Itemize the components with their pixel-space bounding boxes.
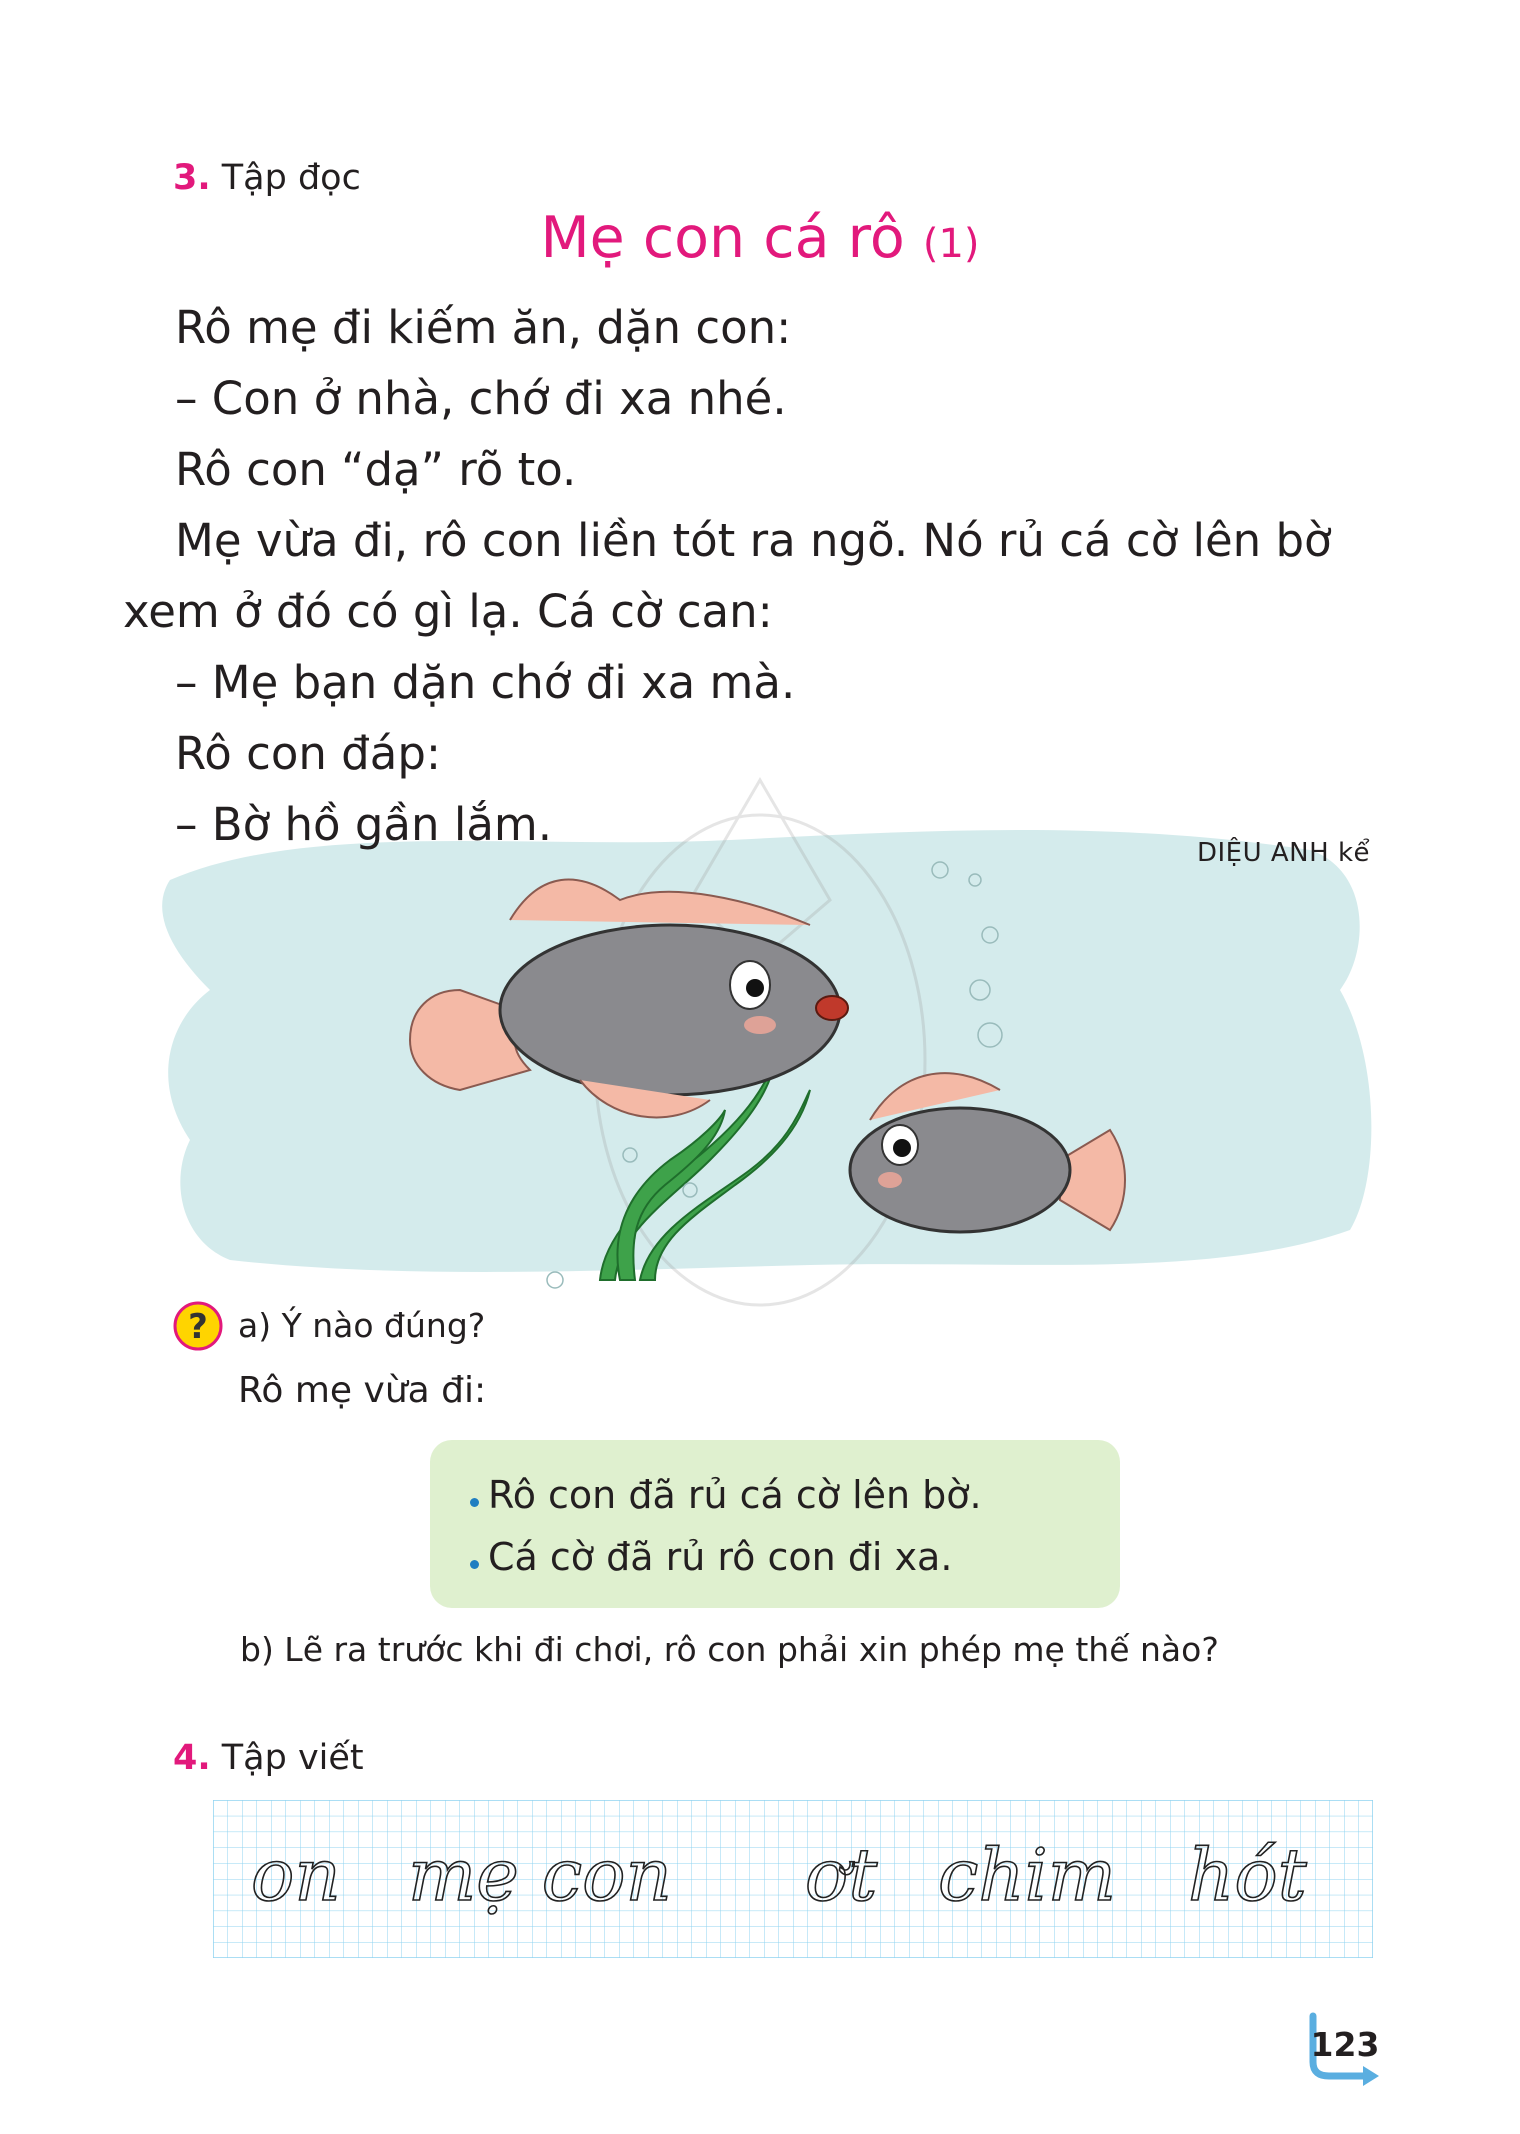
question-a-lead: Rô mẹ vừa đi: [238, 1370, 487, 1411]
story-line: – Bờ hồ gần lắm. [175, 798, 553, 851]
story-title-part: (1) [922, 221, 980, 267]
story-title [0, 205, 1520, 271]
answer-option[interactable]: Rô con đã rủ cá cờ lên bờ. [470, 1464, 1120, 1526]
handwriting-grid [213, 1800, 1373, 1958]
svg-text:?: ? [188, 1307, 208, 1347]
story-line: Rô mẹ đi kiếm ăn, dặn con: [175, 301, 792, 354]
section-3-heading [173, 158, 361, 198]
answer-option[interactable]: Cá cờ đã rủ rô con đi xa. [470, 1526, 1120, 1588]
section-label: Tập đọc [221, 158, 361, 198]
story-line: – Con ở nhà, chớ đi xa nhé. [175, 372, 787, 425]
story-line: Rô con “dạ” rõ to. [175, 443, 577, 496]
answer-options-box [430, 1440, 1120, 1608]
page-number: 123 [1310, 2025, 1380, 2064]
section-number: 4. [173, 1738, 211, 1778]
handwriting-word: on [251, 1833, 341, 1917]
story-title-main: Mẹ con cá rô [540, 205, 905, 271]
handwriting-word: mẹ con [408, 1833, 672, 1917]
story-line: xem ở đó có gì lạ. Cá cờ can: [123, 585, 773, 638]
question-icon [172, 1300, 224, 1352]
handwriting-word: chim [938, 1833, 1116, 1917]
section-number: 3. [173, 158, 211, 198]
section-4-heading [173, 1738, 364, 1778]
handwriting-word: ơt [805, 1833, 878, 1917]
question-b-prompt: b) Lẽ ra trước khi đi chơi, rô con phải xin phép mẹ thế nào? [240, 1630, 1219, 1669]
author-credit: DIỆU ANH kể [1196, 838, 1370, 868]
story-line: – Mẹ bạn dặn chớ đi xa mà. [175, 656, 796, 709]
story-text [123, 292, 1415, 860]
handwriting-word: hót [1188, 1833, 1307, 1917]
question-a-prompt: a) Ý nào đúng? [238, 1306, 486, 1345]
story-line: Rô con đáp: [175, 727, 442, 780]
story-line: Mẹ vừa đi, rô con liền tót ra ngõ. Nó rủ cá cờ lên bờ [175, 514, 1332, 567]
section-label: Tập viết [221, 1738, 364, 1778]
